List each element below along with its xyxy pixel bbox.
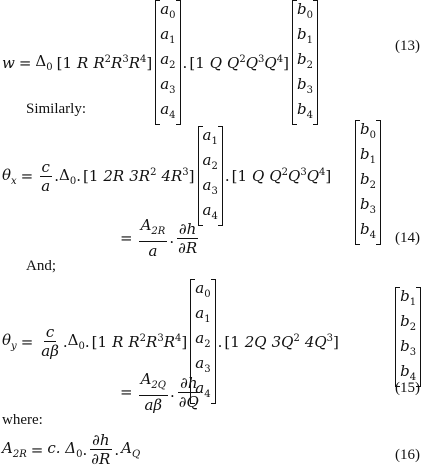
eq14-lhs: $\theta_x$ — [2, 165, 17, 187]
eq15-fraction-c-over-abeta: $\frac{c}{a\beta}$ — [41, 323, 59, 360]
matrix-cell: $b_0$ — [296, 0, 313, 21]
eq15-equals-2: = — [120, 383, 133, 401]
eq14-column-vector-a — [198, 126, 223, 226]
eq14-dot-3: . — [224, 167, 230, 185]
eq13-delta: $\Delta_0$ — [35, 52, 53, 73]
and-label: And; — [26, 258, 56, 274]
eq14-row-vector-R: [1 2R $3R^2$ $4R^3$] — [82, 167, 195, 185]
eq16-dot-2: . — [114, 440, 120, 459]
eq15-number: (15) — [395, 380, 420, 396]
matrix-cell: $b_1$ — [360, 145, 376, 166]
matrix-cell: $b_4$ — [360, 220, 376, 241]
eq13-dot: . — [182, 53, 188, 72]
matrix-cell: $b_1$ — [296, 25, 313, 46]
matrix-cell: $a_3$ — [160, 75, 176, 96]
eq14-dot-2: . — [76, 167, 81, 185]
eq15-row-vector-R: [1 R $R^2R^3R^4$] — [91, 332, 188, 351]
matrix-cell: $a_2$ — [160, 50, 176, 71]
eq15-delta: $\Delta_0$ — [67, 331, 85, 352]
matrix-cell: $a_3$ — [195, 354, 211, 375]
eq14-equals-2: = — [120, 229, 133, 247]
eq16-dot: . — [82, 440, 88, 459]
eq13-row-vector-Q: [1 Q $Q^2Q^3Q^4$] — [189, 53, 289, 72]
eq14-number: (14) — [395, 230, 420, 246]
eq15-dot-2: . — [84, 332, 90, 351]
eq15-dot-4: . — [169, 383, 175, 401]
eq15-partial-derivative: $\frac{\partial h}{\partial Q}$ — [178, 373, 199, 411]
matrix-cell: $b_2$ — [400, 312, 417, 333]
matrix-cell: $a_2$ — [202, 151, 218, 172]
eq14-delta: $\Delta_0$ — [58, 165, 77, 187]
matrix-cell: $a_4$ — [202, 201, 218, 222]
matrix-cell: $a_1$ — [160, 25, 176, 46]
equation-14-line-2 — [120, 216, 201, 260]
matrix-cell: $b_2$ — [360, 170, 376, 191]
where-label: where: — [2, 412, 43, 428]
eq14-partial-derivative: $\frac{\partial h}{\partial R}$ — [178, 219, 198, 257]
eq16-partial-derivative: $\frac{\partial h}{\partial R}$ — [91, 431, 111, 468]
eq16-lhs: $A_{2R}$ — [2, 439, 27, 460]
eq13-lhs: w — [2, 53, 15, 72]
matrix-cell: $b_4$ — [296, 100, 313, 121]
eq13-column-vector-a — [155, 0, 180, 125]
equation-14 — [2, 126, 331, 226]
eq15-column-vector-b — [395, 287, 421, 387]
matrix-cell: $b_0$ — [360, 120, 376, 141]
eq14-dot-4: . — [169, 229, 175, 247]
eq14-column-vector-b — [355, 120, 381, 245]
matrix-cell: $a_2$ — [195, 329, 211, 350]
matrix-cell: $b_4$ — [400, 362, 417, 383]
eq14-row-vector-Q: [1 Q $Q^2Q^3Q^4$] — [231, 167, 332, 185]
equation-15-line-2 — [120, 370, 203, 414]
matrix-cell: $b_3$ — [360, 195, 376, 216]
eq16-equals: = — [30, 440, 44, 459]
eq15-equals: = — [20, 332, 34, 351]
eq16-number: (16) — [395, 447, 420, 463]
matrix-cell: $b_3$ — [296, 75, 313, 96]
equation-16 — [2, 431, 140, 468]
eq15-lhs: $\theta_y$ — [2, 331, 17, 352]
eq14-dot: . — [54, 167, 59, 185]
matrix-cell: $b_1$ — [400, 287, 417, 308]
eq14-equals: = — [20, 167, 34, 185]
eq13-number: (13) — [395, 38, 420, 54]
eq15-row-vector-Q: [1 2Q $3Q^2$ $4Q^3$] — [224, 332, 339, 351]
eq15-dot: . — [62, 332, 68, 351]
eq14-fraction-c-over-a: $\frac{c}{a}$ — [41, 157, 51, 195]
eq15-dot-3: . — [217, 332, 223, 351]
eq13-column-vector-b — [292, 0, 318, 125]
eq14-fraction-A2R-over-a: $\frac{A_{2R}}{a}$ — [140, 216, 166, 260]
eq16-c-delta: c. $\Delta_0$ — [47, 439, 83, 460]
similarly-label: Similarly: — [26, 101, 86, 117]
matrix-cell: $a_3$ — [202, 176, 218, 197]
matrix-cell: $a_4$ — [160, 100, 176, 121]
eq16-tail: $A_Q$ — [121, 439, 141, 460]
matrix-cell: $a_1$ — [202, 126, 218, 147]
eq13-equals: = — [18, 53, 32, 72]
eq13-row-vector-R: [1 R $R^2R^3R^4$] — [56, 53, 153, 72]
matrix-cell: $a_0$ — [195, 279, 211, 300]
matrix-cell: $b_2$ — [296, 50, 313, 71]
matrix-cell: $a_1$ — [195, 304, 211, 325]
matrix-cell: $b_3$ — [400, 337, 417, 358]
matrix-cell: $a_4$ — [195, 379, 211, 400]
matrix-cell: $a_0$ — [160, 0, 176, 21]
eq15-fraction-A2Q-over-abeta: $\frac{A_{2Q}}{a\beta}$ — [140, 370, 166, 414]
